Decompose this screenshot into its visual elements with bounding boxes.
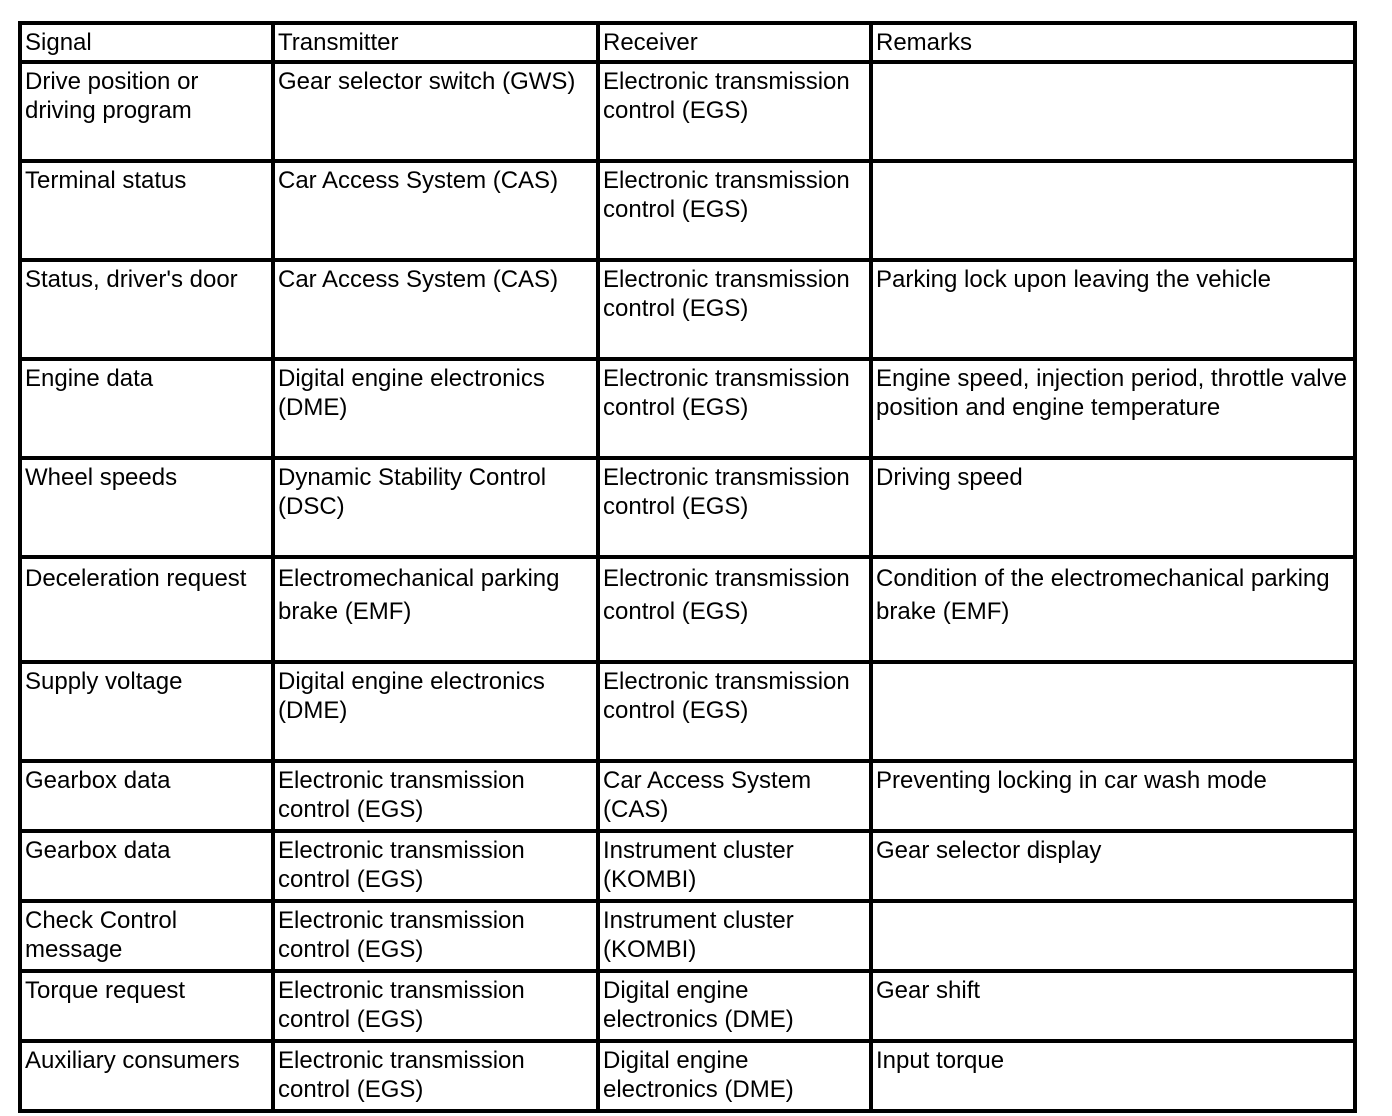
cell-receiver: Instrument cluster (KOMBI) [598, 831, 871, 901]
cell-receiver: Electronic transmission control (EGS) [598, 359, 871, 458]
cell-remarks: Driving speed [871, 458, 1355, 557]
cell-transmitter: Electronic transmission control (EGS) [273, 831, 598, 901]
cell-receiver: Car Access System (CAS) [598, 761, 871, 831]
table-row [20, 260, 1355, 359]
cell-receiver: Digital engine electronics (DME) [598, 1041, 871, 1111]
cell-transmitter: Car Access System (CAS) [273, 260, 598, 359]
cell-signal: Engine data [20, 359, 273, 458]
table-row [20, 557, 1355, 662]
cell-remarks [871, 662, 1355, 761]
cell-transmitter: Electronic transmission control (EGS) [273, 901, 598, 971]
cell-receiver: Instrument cluster (KOMBI) [598, 901, 871, 971]
cell-remarks: Input torque [871, 1041, 1355, 1111]
cell-receiver: Electronic transmission control (EGS) [598, 62, 871, 161]
cell-transmitter: Digital engine electronics (DME) [273, 359, 598, 458]
cell-transmitter: Electronic transmission control (EGS) [273, 761, 598, 831]
cell-transmitter: Car Access System (CAS) [273, 161, 598, 260]
cell-signal: Terminal status [20, 161, 273, 260]
cell-transmitter: Electronic transmission control (EGS) [273, 1041, 598, 1111]
table-row [20, 458, 1355, 557]
table-row [20, 662, 1355, 761]
cell-signal: Status, driver's door [20, 260, 273, 359]
table-row [20, 901, 1355, 971]
table-row [20, 1041, 1355, 1111]
cell-signal: Gearbox data [20, 831, 273, 901]
table-row [20, 62, 1355, 161]
header-transmitter: Transmitter [273, 23, 598, 62]
signal-table [18, 21, 1357, 1113]
cell-signal: Wheel speeds [20, 458, 273, 557]
cell-remarks: Gear shift [871, 971, 1355, 1041]
cell-remarks: Parking lock upon leaving the vehicle [871, 260, 1355, 359]
cell-signal: Auxiliary consumers [20, 1041, 273, 1111]
cell-remarks: Condition of the electromechanical parking brake (EMF) [871, 557, 1355, 662]
cell-receiver: Digital engine electronics (DME) [598, 971, 871, 1041]
cell-signal: Supply voltage [20, 662, 273, 761]
cell-receiver: Electronic transmission control (EGS) [598, 557, 871, 662]
cell-remarks: Preventing locking in car wash mode [871, 761, 1355, 831]
table-row [20, 761, 1355, 831]
table-row [20, 359, 1355, 458]
cell-signal: Drive position or driving program [20, 62, 273, 161]
cell-transmitter: Gear selector switch (GWS) [273, 62, 598, 161]
cell-remarks [871, 62, 1355, 161]
table-header-row [20, 23, 1355, 62]
table-row [20, 161, 1355, 260]
cell-remarks: Engine speed, injection period, throttle valve position and engine temperature [871, 359, 1355, 458]
header-receiver: Receiver [598, 23, 871, 62]
table-row [20, 831, 1355, 901]
cell-transmitter: Electromechanical parking brake (EMF) [273, 557, 598, 662]
header-remarks: Remarks [871, 23, 1355, 62]
cell-transmitter: Digital engine electronics (DME) [273, 662, 598, 761]
cell-transmitter: Electronic transmission control (EGS) [273, 971, 598, 1041]
cell-remarks: Gear selector display [871, 831, 1355, 901]
cell-receiver: Electronic transmission control (EGS) [598, 260, 871, 359]
cell-transmitter: Dynamic Stability Control (DSC) [273, 458, 598, 557]
cell-signal: Deceleration request [20, 557, 273, 662]
cell-remarks [871, 901, 1355, 971]
cell-remarks [871, 161, 1355, 260]
cell-signal: Check Control message [20, 901, 273, 971]
table-row [20, 971, 1355, 1041]
cell-receiver: Electronic transmission control (EGS) [598, 662, 871, 761]
cell-signal: Gearbox data [20, 761, 273, 831]
cell-receiver: Electronic transmission control (EGS) [598, 458, 871, 557]
cell-receiver: Electronic transmission control (EGS) [598, 161, 871, 260]
cell-signal: Torque request [20, 971, 273, 1041]
header-signal: Signal [20, 23, 273, 62]
